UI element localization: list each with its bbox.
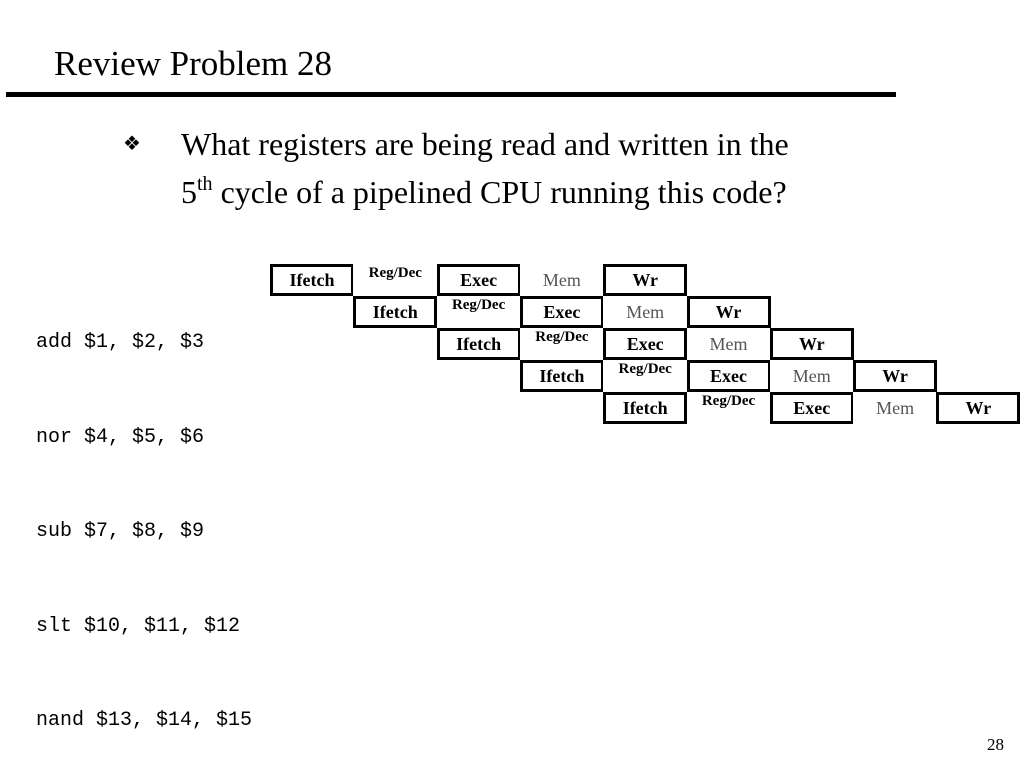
page-number: 28 xyxy=(987,735,1004,754)
code-line: slt $10, $11, $12 xyxy=(36,614,241,638)
stage-wr-row-3: Wr xyxy=(770,328,854,360)
stage-mem-row-4: Mem xyxy=(770,360,854,392)
code-line: sub $7, $8, $9 xyxy=(36,520,205,543)
stage-mem-row-3: Mem xyxy=(687,328,771,360)
stage-regdec-row-5: Reg/Dec xyxy=(687,392,771,424)
bullet-line-1: What registers are being read and written in the xyxy=(181,126,789,162)
stage-exec-row-2: Exec xyxy=(520,296,604,328)
stage-wr-row-1: Wr xyxy=(603,264,687,296)
stage-exec-row-5: Exec xyxy=(770,392,854,424)
stage-regdec-row-3: Reg/Dec xyxy=(520,328,604,360)
code-line: nor $4, $5, $6 xyxy=(36,425,205,449)
stage-ifetch-row-3: Ifetch xyxy=(437,328,521,360)
stage-ifetch-row-5: Ifetch xyxy=(603,392,687,424)
code-line: add $1, $2, $3 xyxy=(36,331,205,354)
bullet-line-2: cycle of a pipelined CPU running this code? xyxy=(212,174,787,210)
stage-mem-row-2: Mem xyxy=(603,296,687,328)
stage-ifetch-row-1: Ifetch xyxy=(270,264,354,296)
stage-ifetch-row-4: Ifetch xyxy=(520,360,604,392)
stage-regdec-row-1: Reg/Dec xyxy=(353,264,437,296)
stage-exec-row-3: Exec xyxy=(603,328,687,360)
stage-regdec-row-2: Reg/Dec xyxy=(437,296,521,328)
stage-mem-row-5: Mem xyxy=(853,392,937,424)
stage-exec-row-4: Exec xyxy=(687,360,771,392)
bullet-ordinal-suffix: th xyxy=(197,173,213,195)
slide-title: Review Problem 28 xyxy=(54,44,333,83)
stage-mem-row-1: Mem xyxy=(520,264,604,296)
bullet-ordinal-number: 5 xyxy=(181,174,197,210)
stage-wr-row-4: Wr xyxy=(853,360,937,392)
stage-exec-row-1: Exec xyxy=(437,264,521,296)
stage-wr-row-2: Wr xyxy=(687,296,771,328)
stage-ifetch-row-2: Ifetch xyxy=(353,296,437,328)
diamond-bullet-icon: ❖ xyxy=(123,131,141,155)
stage-regdec-row-4: Reg/Dec xyxy=(603,360,687,392)
stage-wr-row-5: Wr xyxy=(936,392,1020,424)
code-line: nand $13, $14, $15 xyxy=(36,709,253,732)
